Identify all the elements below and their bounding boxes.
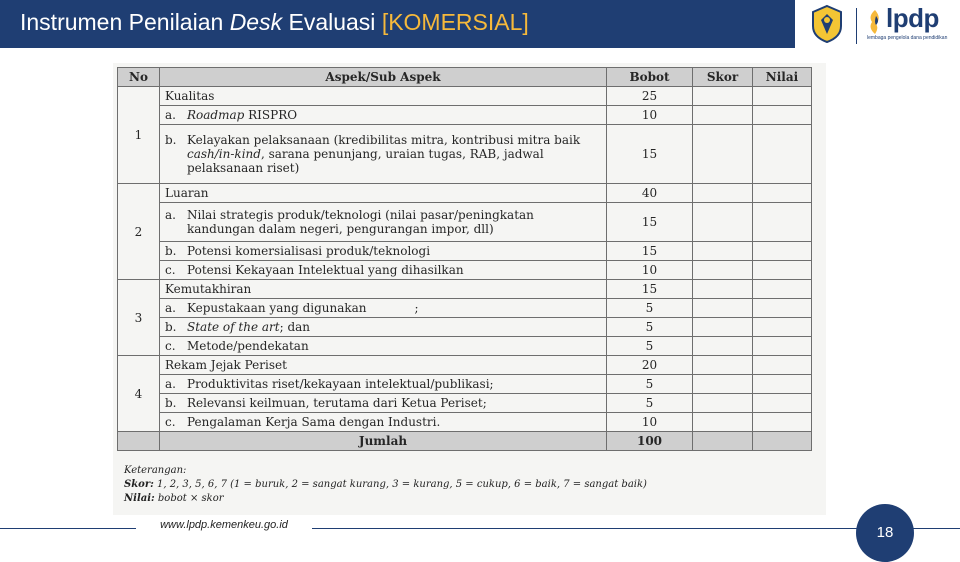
value-cell (753, 280, 812, 299)
header-weight: Bobot (607, 68, 693, 87)
aspect-name: Luaran (160, 184, 607, 203)
weight-cell: 5 (607, 337, 693, 356)
header-no: No (118, 68, 160, 87)
table-row (118, 184, 812, 203)
scanned-assessment-sheet (113, 63, 826, 515)
sub-aspect: a. Nilai strategis produk/teknologi (nilai pasar/peningkatan kandungan dalam negeri, pengurangan impor, dll) (160, 203, 607, 242)
table-row (118, 87, 812, 106)
sub-aspect: a. Produktivitas riset/kekayaan intelektual/publikasi; (160, 375, 607, 394)
header-value: Nilai (753, 68, 812, 87)
weight-cell: 5 (607, 318, 693, 337)
assessment-table (117, 67, 812, 451)
total-value (753, 432, 812, 451)
sub-aspect: c. Potensi Kekayaan Intelektual yang dihasilkan (160, 261, 607, 280)
weight-cell: 25 (607, 87, 693, 106)
weight-cell: 20 (607, 356, 693, 375)
lpdp-logo-text: lpdp (886, 3, 939, 33)
sub-aspect: c. Pengalaman Kerja Sama dengan Industri. (160, 413, 607, 432)
table-row (118, 242, 812, 261)
aspect-name: Rekam Jejak Periset (160, 356, 607, 375)
score-cell (693, 125, 753, 184)
value-cell (753, 375, 812, 394)
header-score: Skor (693, 68, 753, 87)
value-note: Nilai: bobot × skor (124, 493, 224, 504)
group-no: 3 (118, 280, 160, 356)
sub-aspect: b. Potensi komersialisasi produk/teknologi (160, 242, 607, 261)
weight-cell: 5 (607, 394, 693, 413)
value-cell (753, 203, 812, 242)
weight-cell: 10 (607, 413, 693, 432)
logo-divider (856, 8, 857, 44)
value-cell (753, 87, 812, 106)
aspect-name: Kemutakhiran (160, 280, 607, 299)
table-row (118, 203, 812, 242)
table-row (118, 318, 812, 337)
total-score (693, 432, 753, 451)
notes-heading: Keterangan: (124, 465, 187, 476)
table-row (118, 394, 812, 413)
sub-aspect: b. Relevansi keilmuan, terutama dari Ketua Periset; (160, 394, 607, 413)
weight-cell: 40 (607, 184, 693, 203)
value-cell (753, 261, 812, 280)
table-row (118, 413, 812, 432)
total-no (118, 432, 160, 451)
sub-aspect: c. Metode/pendekatan (160, 337, 607, 356)
aspect-name: Kualitas (160, 87, 607, 106)
table-row (118, 261, 812, 280)
sub-aspect: b. State of the art; dan (160, 318, 607, 337)
group-no: 4 (118, 356, 160, 432)
lpdp-logo-tagline: lembaga pengelola dana pendidikan (867, 35, 948, 41)
table-header-row (118, 68, 812, 87)
score-cell (693, 299, 753, 318)
total-label: Jumlah (160, 432, 607, 451)
page-number: 18 (856, 504, 914, 562)
score-cell (693, 87, 753, 106)
weight-cell: 10 (607, 106, 693, 125)
table-row (118, 125, 812, 184)
value-cell (753, 318, 812, 337)
value-cell (753, 106, 812, 125)
weight-cell: 15 (607, 125, 693, 184)
slide-title: Instrumen Penilaian Desk Evaluasi [KOMERSIAL] (20, 9, 529, 35)
weight-cell: 15 (607, 280, 693, 299)
total-weight: 100 (607, 432, 693, 451)
table-row (118, 356, 812, 375)
total-row (118, 432, 812, 451)
score-cell (693, 337, 753, 356)
weight-cell: 10 (607, 261, 693, 280)
score-cell (693, 184, 753, 203)
table-row (118, 375, 812, 394)
table-row (118, 337, 812, 356)
value-cell (753, 394, 812, 413)
value-cell (753, 299, 812, 318)
value-cell (753, 413, 812, 432)
score-cell (693, 413, 753, 432)
sub-aspect: a. Kepustakaan yang digunakan ; (160, 299, 607, 318)
value-cell (753, 337, 812, 356)
value-cell (753, 242, 812, 261)
kemenkeu-emblem-icon (807, 4, 847, 44)
header-aspect: Aspek/Sub Aspek (160, 68, 607, 87)
value-cell (753, 356, 812, 375)
footer-url[interactable]: www.lpdp.kemenkeu.go.id (136, 517, 312, 534)
weight-cell: 15 (607, 242, 693, 261)
table-row (118, 106, 812, 125)
score-cell (693, 356, 753, 375)
weight-cell: 5 (607, 299, 693, 318)
score-note: Skor: 1, 2, 3, 5, 6, 7 (1 = buruk, 2 = sangat kurang, 3 = kurang, 5 = cukup, 6 = baik, 7 = sangat baik) (124, 479, 647, 490)
weight-cell: 5 (607, 375, 693, 394)
legend-notes (124, 464, 647, 506)
score-cell (693, 242, 753, 261)
score-cell (693, 394, 753, 413)
value-cell (753, 184, 812, 203)
score-cell (693, 280, 753, 299)
group-no: 1 (118, 87, 160, 184)
score-cell (693, 318, 753, 337)
value-cell (753, 125, 812, 184)
table-row (118, 299, 812, 318)
score-cell (693, 261, 753, 280)
sub-aspect: a. Roadmap RISPRO (160, 106, 607, 125)
sub-aspect: b. Kelayakan pelaksanaan (kredibilitas mitra, kontribusi mitra baik cash/in-kind, sarana penunjang, uraian tugas, RAB, jadwal pelaksanaan riset) (160, 125, 607, 184)
score-cell (693, 375, 753, 394)
weight-cell: 15 (607, 203, 693, 242)
group-no: 2 (118, 184, 160, 280)
table-row (118, 280, 812, 299)
score-cell (693, 203, 753, 242)
lpdp-flame-icon (864, 8, 886, 36)
score-cell (693, 106, 753, 125)
